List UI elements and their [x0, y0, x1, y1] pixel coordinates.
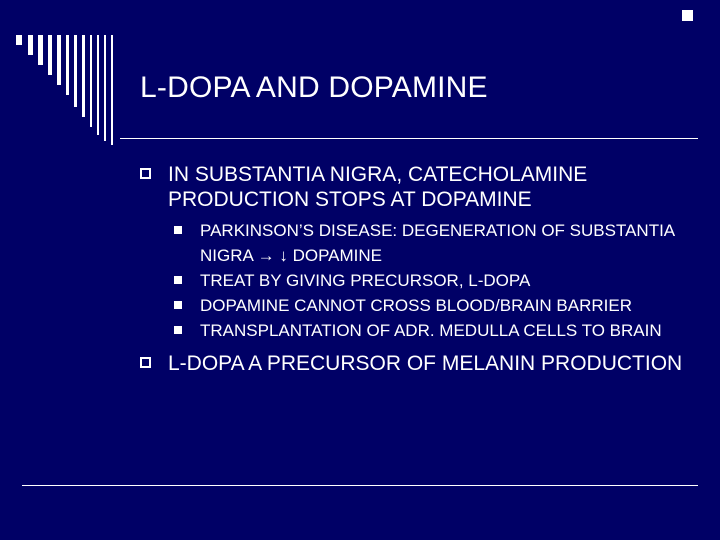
sub-bullet-item	[172, 293, 700, 318]
sub-bullet-text: DOPAMINE CANNOT CROSS BLOOD/BRAIN BARRIER	[200, 296, 632, 315]
title-divider	[120, 138, 698, 139]
sub-bullet-list	[140, 218, 700, 343]
sub-bullet-item	[172, 268, 700, 293]
bottom-divider	[22, 485, 698, 486]
sub-bullet-text: PARKINSON’S DISEASE: DEGENERATION OF SUBSTANTIA NIGRA → ↓ DOPAMINE	[200, 221, 675, 265]
bar	[57, 35, 61, 85]
bar	[28, 35, 33, 55]
bullet-text: IN SUBSTANTIA NIGRA, CATECHOLAMINE PRODUCTION STOPS AT DOPAMINE	[168, 163, 588, 211]
slide-content	[140, 162, 700, 382]
sub-bullet-item	[172, 318, 700, 343]
bar	[74, 35, 77, 107]
hollow-square-bullet-icon	[140, 357, 151, 368]
bar	[90, 35, 92, 127]
bar	[82, 35, 85, 117]
bar	[97, 35, 99, 135]
filled-square-bullet-icon	[174, 226, 182, 234]
filled-square-bullet-icon	[174, 301, 182, 309]
filled-square-bullet-icon	[174, 276, 182, 284]
bar	[48, 35, 52, 75]
bullet-item	[140, 162, 700, 212]
sub-bullet-text: TRANSPLANTATION OF ADR. MEDULLA CELLS TO BRAIN	[200, 321, 662, 340]
sub-bullet-item	[172, 218, 700, 268]
corner-square-decoration	[682, 10, 693, 21]
hollow-square-bullet-icon	[140, 168, 151, 179]
bar	[16, 35, 22, 45]
slide-title: L-DOPA AND DOPAMINE	[140, 71, 488, 104]
bar	[66, 35, 69, 95]
bullet-text: L-DOPA A PRECURSOR OF MELANIN PRODUCTION	[168, 352, 683, 375]
bar	[38, 35, 43, 65]
bar	[111, 35, 113, 145]
bar	[104, 35, 106, 141]
filled-square-bullet-icon	[174, 326, 182, 334]
sub-bullet-text: TREAT BY GIVING PRECURSOR, L-DOPA	[200, 271, 531, 290]
bullet-item	[140, 351, 700, 376]
decorative-bars	[16, 35, 126, 145]
